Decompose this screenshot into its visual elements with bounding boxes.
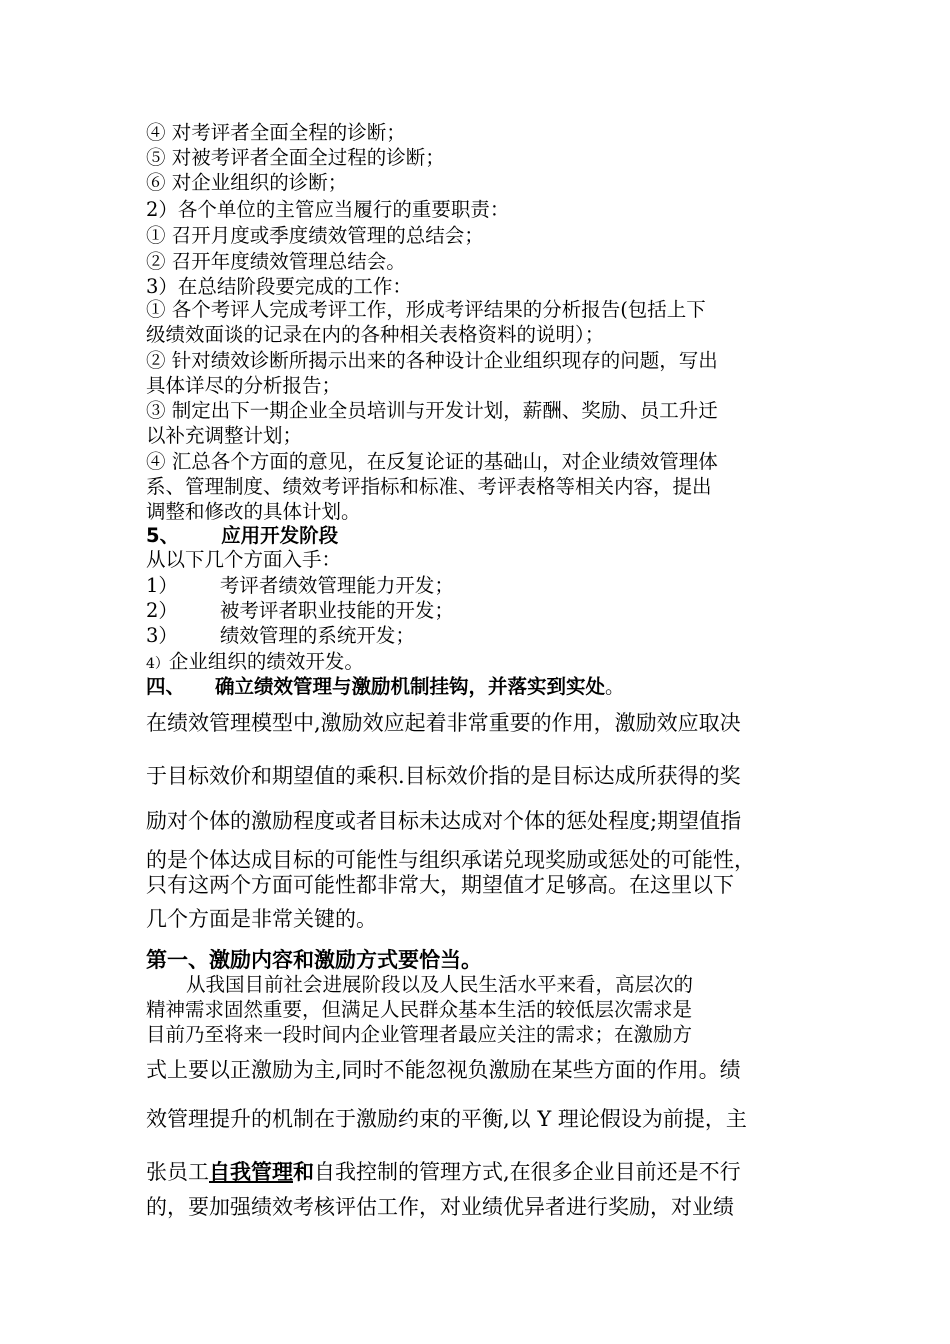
text-line: ⑥ 对企业组织的诊断； [146,171,348,194]
heading-text: 确立绩效管理与激励机制挂钩，并落实到实处 [215,675,606,698]
list-item [146,574,454,598]
list-item [146,650,364,676]
list-number: 1） [146,574,178,597]
list-item [146,599,454,623]
text-line: ③ 制定出下一期企业全员培训与开发计划，薪酬、奖励、员工升迁 [146,399,718,422]
paragraph-line: 从我国目前社会进展阶段以及人民生活水平来看，高层次的 [186,973,694,996]
text-line: 具体详尽的分析报告； [146,374,342,397]
underlined-link[interactable]: 自我管理 [209,1160,293,1184]
text-line: ④ 对考评者全面全程的诊断； [146,121,406,144]
list-text: 企业组织的绩效开发。 [168,650,364,673]
paragraph-line: 的，要加强绩效考核评估工作，对业绩优异者进行奖励，对业绩 [146,1195,734,1219]
heading-number: 四、 [146,675,186,698]
section-heading-5 [146,524,338,548]
paragraph-line: 目前乃至将来一段时间内企业管理者最应关注的需求；在激励方 [146,1023,693,1046]
heading-text: 应用开发阶段 [221,524,339,547]
list-text: 考评者绩效管理能力开发； [219,574,454,597]
bold-text-run: 和 [293,1160,314,1184]
section-heading-4 [146,675,625,699]
text-line: ② 针对绩效诊断所揭示出来的各种设计企业组织现存的问题，写出 [146,349,718,372]
text-line: 3）在总结阶段要完成的工作： [146,275,412,298]
text-line: 调整和修改的具体计划。 [146,500,361,523]
text-line: ④ 汇总各个方面的意见，在反复论证的基础山，对企业绩效管理体 [146,450,718,473]
text-line: 级绩效面谈的记录在内的各种相关表格资料的说明）； [146,323,605,346]
text-run: 自我控制的管理方式,在很多企业目前还是不行 [314,1160,741,1184]
paragraph-line: 式上要以正激励为主,同时不能忽视负激励在某些方面的作用。绩 [146,1058,741,1082]
list-item [146,624,415,648]
paragraph-line: 只有这两个方面可能性都非常大，期望值才足够高。在这里以下 [146,873,734,897]
paragraph-line: 效管理提升的机制在于激励约束的平衡,以 Y 理论假设为前提，主 [146,1107,747,1131]
paragraph-line: 几个方面是非常关键的。 [146,907,377,931]
subsection-heading: 第一、激励内容和激励方式要恰当。 [146,948,482,972]
text-line: 2）各个单位的主管应当履行的重要职责： [146,198,510,221]
text-line: ⑤ 对被考评者全面全过程的诊断； [146,146,445,169]
list-number: 3） [146,624,178,647]
list-number: 2） [146,599,178,622]
text-line: 以补充调整计划； [146,424,303,447]
paragraph-line: 在绩效管理模型中,激励效应起着非常重要的作用，激励效应取决 [146,711,741,735]
text-line: ① 召开月度或季度绩效管理的总结会； [146,224,484,247]
list-text: 绩效管理的系统开发； [219,624,415,647]
heading-period: 。 [605,675,625,698]
text-line: 从以下几个方面入手： [146,548,342,571]
list-text: 被考评者职业技能的开发； [219,599,454,622]
text-run: 张员工 [146,1160,209,1184]
paragraph-line: 于目标效价和期望值的乘积.目标效价指的是目标达成所获得的奖 [146,764,741,788]
text-line: 系、管理制度、绩效考评指标和标准、考评表格等相关内容，提出 [146,475,712,498]
paragraph-line: 励对个体的激励程度或者目标未达成对个体的惩处程度;期望值指 [146,809,742,833]
list-number: 4） [146,656,169,672]
paragraph-line: 精神需求固然重要，但满足人民群众基本生活的较低层次需求是 [146,998,693,1021]
text-line: ① 各个考评人完成考评工作，形成考评结果的分析报告(包括上下 [146,298,706,321]
text-line: ② 召开年度绩效管理总结会。 [146,250,406,273]
paragraph-line: 的是个体达成目标的可能性与组织承诺兑现奖励或惩处的可能性， [146,848,755,872]
heading-number: 5、 [146,524,180,547]
paragraph-line [146,1160,741,1184]
